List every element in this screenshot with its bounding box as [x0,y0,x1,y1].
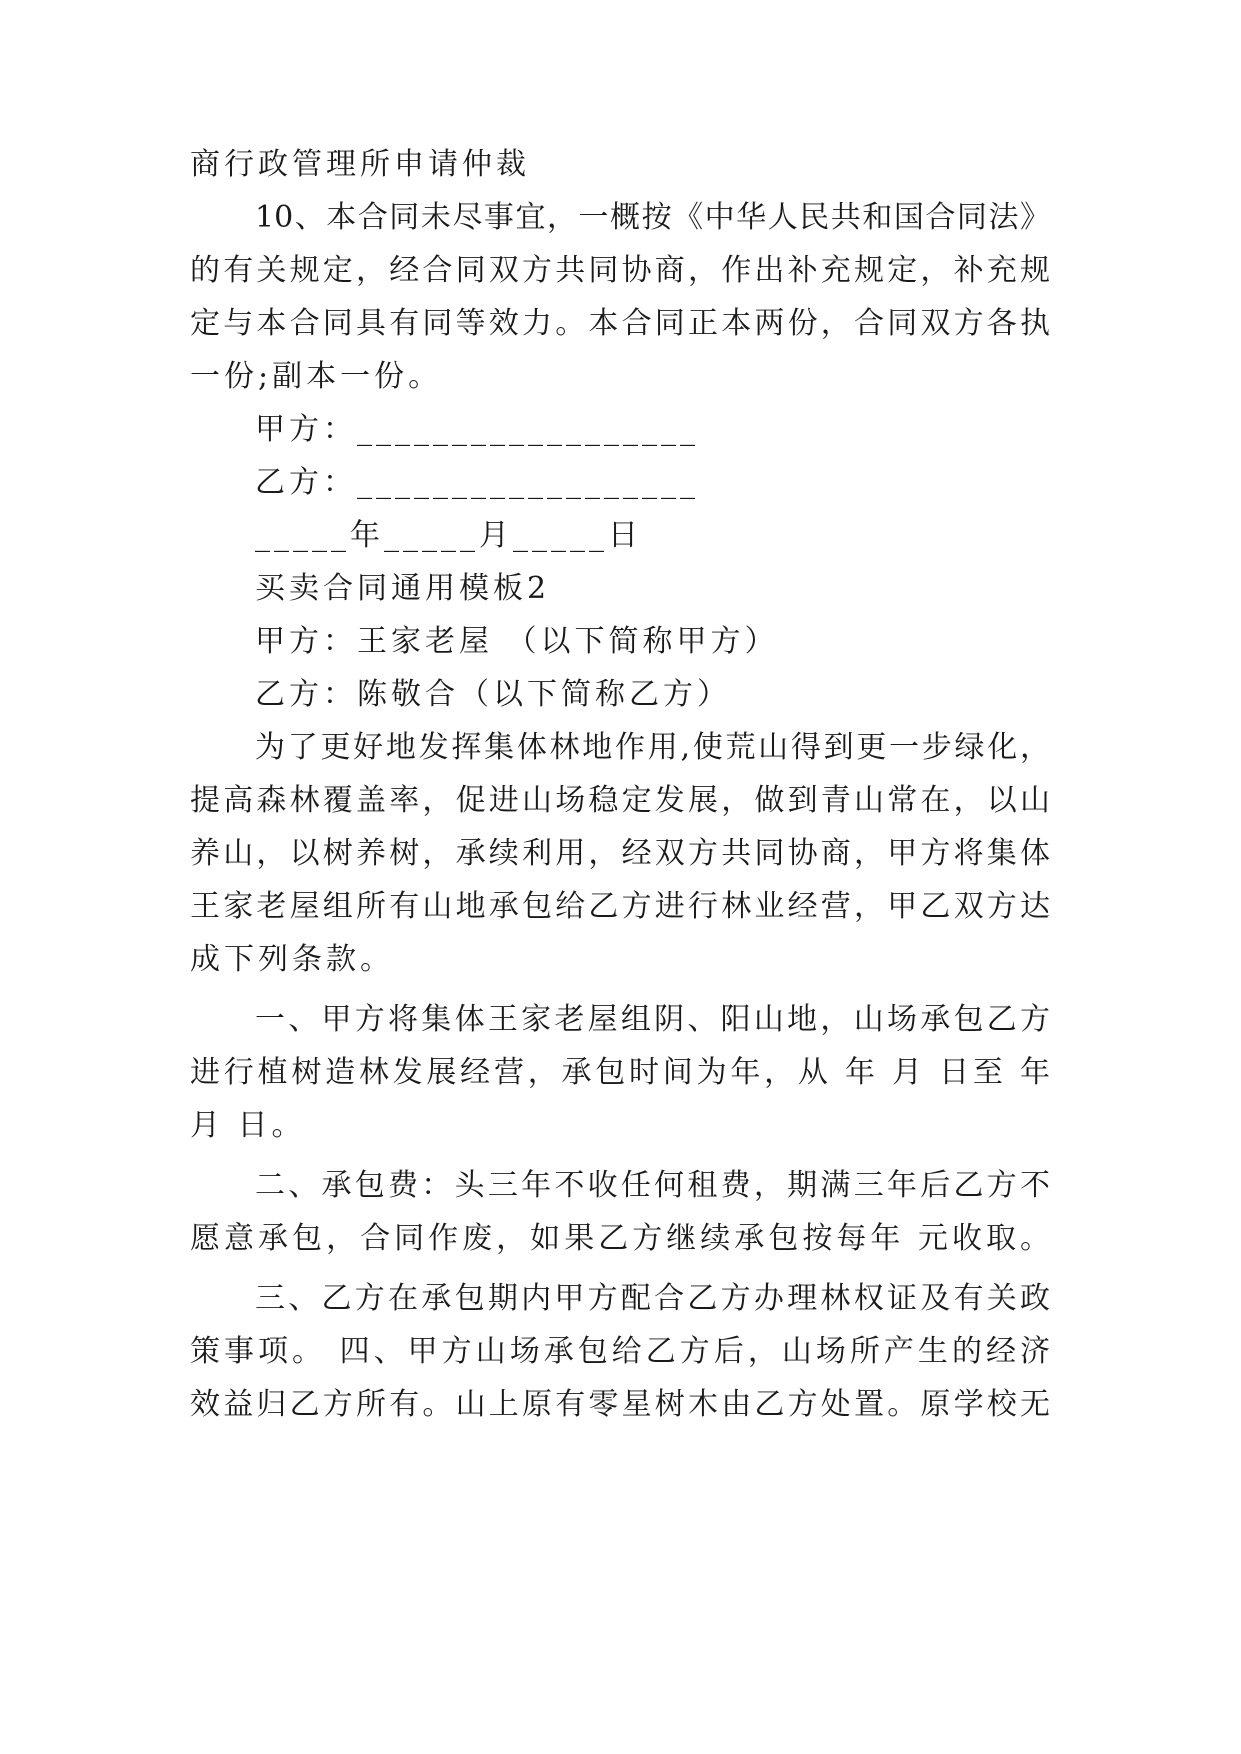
text-line: 二、承包费：头三年不收任何租费，期满三年后乙方不 [255,1168,1050,1203]
text-line: 月 日。 [190,1108,306,1143]
text-line: 提高森林覆盖率，促进山场稳定发展，做到青山常在，以山 [190,783,1050,818]
text-line: 一份;副本一份。 [190,359,443,394]
section-title: 买卖合同通用模板2 [255,571,551,606]
text-line: 养山，以树养树，承续利用，经双方共同协商，甲方将集体 [190,836,1050,871]
date-line: _____年_____月_____日 [255,518,642,553]
text-line: 一、甲方将集体王家老屋组阴、阳山地，山场承包乙方 [255,1002,1050,1037]
text-line: 的有关规定，经合同双方共同协商，作出补充规定，补充规 [190,253,1050,288]
party-a-line: 甲方：王家老屋 （以下简称甲方） [255,624,779,659]
text-line: 愿意承包，合同作废，如果乙方继续承包按每年 元收取。 [190,1221,1050,1256]
text-line: 商行政管理所申请仲裁 [190,147,530,182]
text-line: 成下列条款。 [190,942,394,977]
text-line: 定与本合同具有同等效力。本合同正本两份，合同双方各执 [190,306,1050,341]
text-line: 进行植树造林发展经营，承包时间为年，从 年 月 日至 年 [190,1055,1050,1090]
party-b-line: 乙方：陈敬合（以下简称乙方） [255,677,731,712]
text-line: 为了更好地发挥集体林地作用,使荒山得到更一步绿化， [255,730,1050,765]
text-line: 王家老屋组所有山地承包给乙方进行林业经营，甲乙双方达 [190,889,1050,924]
signature-line-party-b: 乙方：__________________ [255,465,699,500]
text-line: 效益归乙方所有。山上原有零星树木由乙方处置。原学校无 [190,1387,1050,1422]
signature-line-party-a: 甲方：__________________ [255,412,699,447]
text-line: 三、乙方在承包期内甲方配合乙方办理林权证及有关政 [255,1281,1050,1316]
text-line: 10、本合同未尽事宜，一概按《中华人民共和国合同法》 [255,200,1050,235]
text-line: 策事项。 四、甲方山场承包给乙方后，山场所产生的经济 [190,1334,1050,1369]
